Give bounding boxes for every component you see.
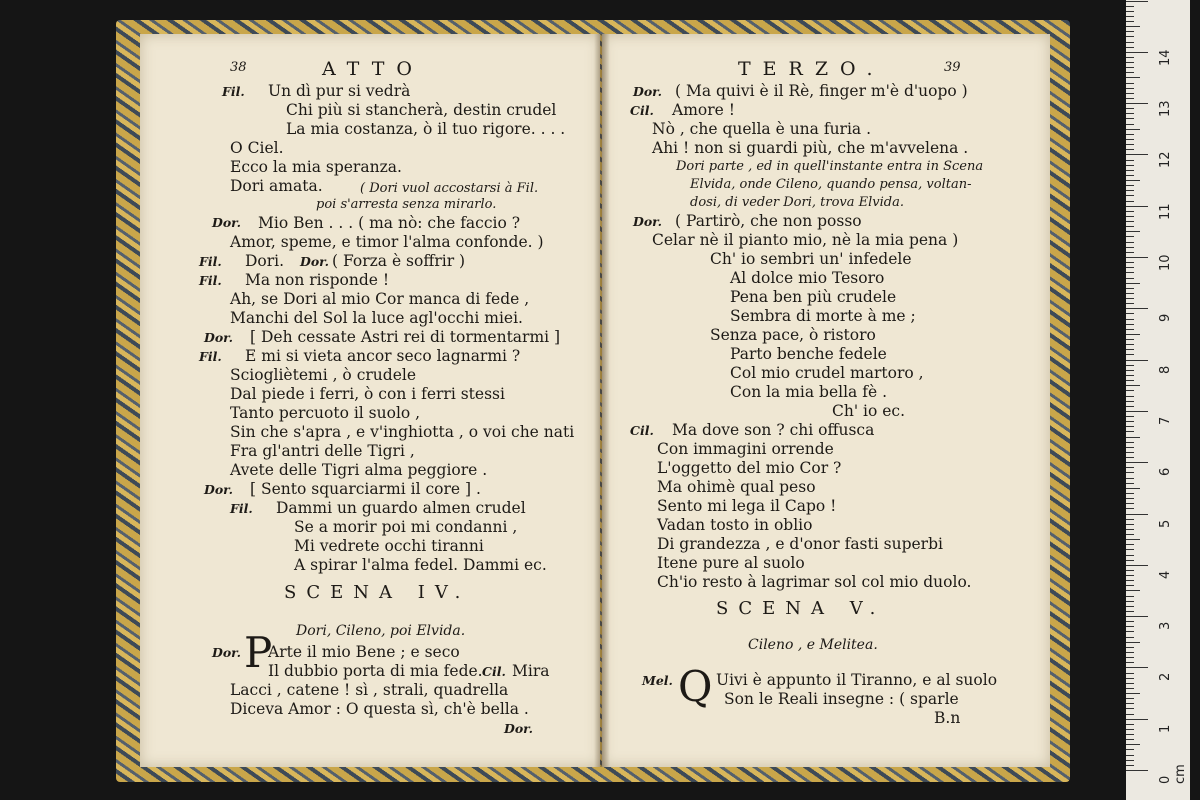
ruler-tick <box>1126 303 1134 304</box>
verse-line: Itene pure al suolo <box>657 554 805 572</box>
ruler-tick <box>1126 47 1134 48</box>
speaker-label: Mel. <box>642 673 673 688</box>
ruler-label: 9 <box>1158 314 1173 323</box>
ruler-tick <box>1126 201 1134 202</box>
verse-line: Son le Reali insegne : ( sparle <box>724 690 959 708</box>
speaker-label: Cil. <box>630 423 654 438</box>
verse-line: ( Partirò, che non posso <box>675 212 862 230</box>
ruler-tick <box>1126 488 1140 489</box>
ruler-label: 5 <box>1158 519 1173 528</box>
ruler-tick <box>1126 734 1134 735</box>
catchword: Dor. <box>504 721 533 736</box>
verse-line: Mi vedrete occhi tiranni <box>294 537 484 555</box>
ruler-tick <box>1126 278 1134 279</box>
ruler-tick <box>1126 585 1134 586</box>
ruler-tick <box>1126 606 1134 607</box>
ruler-tick <box>1126 503 1134 504</box>
verse-line: Sciogliètemi , ò crudele <box>230 366 416 384</box>
ruler-tick <box>1126 462 1148 463</box>
ruler-tick <box>1126 729 1134 730</box>
speaker-label: Dor. <box>300 254 329 269</box>
verse-line: Celar nè il pianto mio, nè la mia pena ) <box>652 231 959 249</box>
ruler-tick <box>1126 52 1148 53</box>
ruler-tick <box>1126 544 1134 545</box>
ruler-tick <box>1126 236 1134 237</box>
ruler-tick <box>1126 36 1134 37</box>
ruler-tick <box>1126 519 1134 520</box>
verse-line: Arte il mio Bene ; e seco <box>268 643 460 661</box>
verse-line: Lacci , catene ! sì , strali, quadrella <box>230 681 509 699</box>
verse-line: Il dubbio porta di mia fede. <box>268 662 483 680</box>
ruler-tick <box>1126 283 1140 284</box>
ruler-label: 8 <box>1158 365 1173 374</box>
ruler-tick <box>1126 149 1134 150</box>
ruler-tick <box>1126 498 1134 499</box>
ruler-tick <box>1126 206 1148 207</box>
ruler-tick <box>1126 631 1134 632</box>
verse-line: Ah, se Dori al mio Cor manca di fede , <box>230 290 530 308</box>
speaker-label: Cil. <box>482 664 506 679</box>
verse-line: Ma ohimè qual peso <box>657 478 816 496</box>
ruler-tick <box>1126 62 1134 63</box>
verse-line: Mira <box>512 662 550 680</box>
ruler-tick <box>1126 42 1134 43</box>
ruler-tick <box>1126 129 1140 130</box>
ruler-tick <box>1126 221 1134 222</box>
signature-mark: B.n <box>934 709 961 727</box>
ruler-tick <box>1126 380 1134 381</box>
ruler-tick <box>1126 190 1134 191</box>
ruler-tick <box>1126 67 1134 68</box>
ruler-tick <box>1126 247 1134 248</box>
ruler-label: 0 cm <box>1158 764 1188 784</box>
book-gutter <box>594 34 610 767</box>
ruler-tick <box>1126 529 1134 530</box>
verse-line: Uivi è appunto il Tiranno, e al suolo <box>716 671 998 689</box>
ruler-tick <box>1126 719 1148 720</box>
ruler-label: 7 <box>1158 416 1173 425</box>
running-header: ATTO <box>322 58 424 80</box>
ruler-tick <box>1126 154 1148 155</box>
ruler-tick <box>1126 662 1134 663</box>
stage-direction: Dori parte , ed in quell'instante entra in Scena <box>676 159 984 174</box>
ruler-tick <box>1126 647 1134 648</box>
drop-cap: Q <box>678 662 713 711</box>
ruler-tick <box>1126 354 1134 355</box>
ruler-tick <box>1126 621 1134 622</box>
verse-line: Con la mia bella fè . <box>730 383 887 401</box>
speaker-label: Fil. <box>199 349 222 364</box>
ruler-tick <box>1126 349 1134 350</box>
running-header: TERZO. <box>738 58 885 80</box>
verse-line: Col mio crudel martoro , <box>730 364 924 382</box>
verse-line: Dori amata. <box>230 177 323 195</box>
ruler-tick <box>1126 298 1134 299</box>
ruler-tick <box>1126 83 1134 84</box>
ruler-tick <box>1126 431 1134 432</box>
ruler-tick <box>1126 344 1134 345</box>
ruler-tick <box>1126 134 1134 135</box>
ruler-tick <box>1126 288 1134 289</box>
ruler-tick <box>1126 472 1134 473</box>
inline-aside: ( Forza è soffrir ) <box>332 252 466 270</box>
stage-direction: ( Dori vuol accostarsi à Fil. <box>360 181 539 196</box>
ruler-tick <box>1126 555 1134 556</box>
ruler-tick <box>1126 396 1134 397</box>
speaker-label: Fil. <box>199 254 222 269</box>
ruler-label: 2 <box>1158 673 1173 682</box>
ruler-tick <box>1126 575 1134 576</box>
ruler-tick <box>1126 226 1134 227</box>
page-number: 38 <box>230 60 247 75</box>
ruler-tick <box>1126 657 1134 658</box>
ruler-label: 12 <box>1158 151 1173 169</box>
verse-line: Un dì pur si vedrà <box>268 82 411 100</box>
ruler-tick <box>1126 739 1134 740</box>
ruler-tick <box>1126 457 1134 458</box>
ruler-tick <box>1126 673 1134 674</box>
ruler-tick <box>1126 144 1134 145</box>
ruler-tick <box>1126 514 1148 515</box>
ruler-tick <box>1126 252 1134 253</box>
ruler-tick <box>1126 175 1134 176</box>
verse-line: Nò , che quella è una furia . <box>652 120 872 138</box>
verse-line: [ Deh cessate Astri rei di tormentarmi ] <box>250 328 561 346</box>
ruler-tick <box>1126 319 1134 320</box>
verse-line: La mia costanza, ò il tuo rigore. . . . <box>286 120 566 138</box>
speaker-label: Fil. <box>230 501 253 516</box>
ruler-tick <box>1126 113 1134 114</box>
speaker-label: Dor. <box>204 330 233 345</box>
speaker-label: Dor. <box>633 214 662 229</box>
ruler-tick <box>1126 570 1134 571</box>
ruler-tick <box>1126 611 1134 612</box>
ruler-tick <box>1126 118 1134 119</box>
ruler-tick <box>1126 616 1148 617</box>
verse-line: Dammi un guardo almen crudel <box>276 499 526 517</box>
ruler-tick <box>1126 683 1134 684</box>
ruler-tick <box>1126 375 1134 376</box>
verse-line: ( Ma quivi è il Rè, finger m'è d'uopo ) <box>675 82 968 100</box>
verse-line: A spirar l'alma fedel. Dammi ec. <box>294 556 547 574</box>
verse-line: Dori. <box>245 252 285 270</box>
ruler-tick <box>1126 170 1134 171</box>
ruler-tick <box>1126 714 1134 715</box>
stage-direction: dosi, di veder Dori, trova Elvida. <box>690 195 904 210</box>
ruler-label: 14 <box>1158 49 1173 66</box>
ruler-tick <box>1126 72 1134 73</box>
verse-line: Ma dove son ? chi offusca <box>672 421 875 439</box>
ruler-tick <box>1126 139 1134 140</box>
ruler-tick <box>1126 560 1134 561</box>
verse-line: Sento mi lega il Capo ! <box>657 497 837 515</box>
ruler-label: 11 <box>1158 203 1173 220</box>
ruler-tick <box>1126 688 1134 689</box>
ruler-tick <box>1126 703 1134 704</box>
speaker-label: Dor. <box>212 645 241 660</box>
ruler-tick <box>1126 508 1134 509</box>
ruler-tick <box>1126 580 1134 581</box>
ruler-tick <box>1126 98 1134 99</box>
ruler-label: 13 <box>1158 100 1173 118</box>
ruler-tick <box>1126 31 1134 32</box>
speaker-label: Fil. <box>199 273 222 288</box>
ruler-tick <box>1126 262 1134 263</box>
ruler-tick <box>1126 77 1140 78</box>
verse-line: Fra gl'antri delle Tigri , <box>230 442 415 460</box>
ruler-tick <box>1126 93 1134 94</box>
verse-line: Senza pace, ò ristoro <box>710 326 876 344</box>
verse-line: O Ciel. <box>230 139 284 157</box>
ruler-tick <box>1126 339 1134 340</box>
ruler-tick <box>1126 693 1140 694</box>
ruler-tick <box>1126 216 1134 217</box>
verse-line: Chi più si stancherà, destin crudel <box>286 101 557 119</box>
ruler-tick <box>1126 724 1134 725</box>
ruler-tick <box>1126 437 1140 438</box>
ruler-tick <box>1126 698 1134 699</box>
ruler-tick <box>1126 442 1134 443</box>
ruler-label: 4 <box>1158 570 1173 579</box>
ruler-tick <box>1126 534 1134 535</box>
verse-line: Vadan tosto in oblio <box>657 516 813 534</box>
ruler-tick <box>1126 308 1148 309</box>
ruler-tick <box>1126 124 1134 125</box>
verse-line: Ch' io sembri un' infedele <box>710 250 912 268</box>
ruler-tick <box>1126 1 1148 2</box>
verse-line: Dal piede i ferri, ò con i ferri stessi <box>230 385 505 403</box>
ruler-label: 3 <box>1158 621 1173 631</box>
ruler-tick <box>1126 483 1134 484</box>
verse-line: Manchi del Sol la luce agl'occhi miei. <box>230 309 523 327</box>
verse-line: Amore ! <box>672 101 735 119</box>
ruler-label: 10 <box>1158 254 1173 271</box>
scene-title: SCENA V. <box>716 598 886 619</box>
ruler-tick <box>1126 467 1134 468</box>
ruler-tick <box>1126 360 1148 361</box>
verse-line: Amor, speme, e timor l'alma confonde. ) <box>230 233 544 251</box>
verse-line: Se a morir poi mi condanni , <box>294 518 518 536</box>
ruler-tick <box>1126 313 1134 314</box>
ruler-tick <box>1126 390 1134 391</box>
ruler-tick <box>1126 11 1134 12</box>
ruler-tick <box>1126 293 1134 294</box>
ruler-label: 6 <box>1158 467 1173 477</box>
ruler-tick <box>1126 601 1134 602</box>
ruler-tick <box>1126 6 1134 7</box>
ruler-tick <box>1126 180 1140 181</box>
ruler-tick <box>1126 108 1134 109</box>
verse-line: Tanto percuoto il suolo , <box>230 404 421 422</box>
ruler-tick <box>1126 708 1134 709</box>
ruler-tick <box>1126 493 1134 494</box>
ruler-tick <box>1126 195 1134 196</box>
ruler-tick <box>1126 16 1134 17</box>
verse-line: Parto benche fedele <box>730 345 887 363</box>
speaker-label: Dor. <box>633 84 662 99</box>
page-number: 39 <box>944 60 961 75</box>
ruler-tick <box>1126 416 1134 417</box>
scene-characters: Dori, Cileno, poi Elvida. <box>296 623 466 639</box>
ruler-tick <box>1126 370 1134 371</box>
ruler-tick <box>1126 744 1140 745</box>
ruler-tick <box>1126 539 1140 540</box>
ruler-tick <box>1126 365 1134 366</box>
drop-cap: P <box>244 628 273 677</box>
verse-line: Di grandezza , e d'onor fasti superbi <box>657 535 943 553</box>
ruler-tick <box>1126 88 1134 89</box>
verse-line: Diceva Amor : O questa sì, ch'è bella . <box>230 700 529 718</box>
verse-line: Al dolce mio Tesoro <box>730 269 885 287</box>
ruler-tick <box>1126 596 1134 597</box>
ruler-tick <box>1126 231 1140 232</box>
ruler-tick <box>1126 426 1134 427</box>
ruler-tick <box>1126 334 1140 335</box>
speaker-label: Fil. <box>222 84 245 99</box>
verse-line: Ch'io resto à lagrimar sol col mio duolo. <box>657 573 972 591</box>
scene-characters: Cileno , e Melitea. <box>748 637 878 653</box>
ruler-tick <box>1126 272 1134 273</box>
ruler-tick <box>1126 385 1140 386</box>
ruler-tick <box>1126 478 1134 479</box>
ruler-tick <box>1126 637 1134 638</box>
scene-title: SCENA IV. <box>284 582 471 603</box>
ruler-tick <box>1126 667 1148 668</box>
ruler-tick <box>1126 324 1134 325</box>
verse-line: Sembra di morte à me ; <box>730 307 916 325</box>
stage-direction: poi s'arresta senza mirarlo. <box>316 197 497 212</box>
ruler-tick <box>1126 257 1148 258</box>
ruler-tick <box>1126 678 1134 679</box>
verse-line: Ahi ! non si guardi più, che m'avvelena . <box>652 139 969 157</box>
ruler-tick <box>1126 165 1134 166</box>
ruler-tick <box>1126 421 1134 422</box>
ruler-tick <box>1126 626 1134 627</box>
ruler-tick <box>1126 755 1134 756</box>
ruler-tick <box>1126 242 1134 243</box>
speaker-label: Dor. <box>212 215 241 230</box>
ruler-tick <box>1126 760 1134 761</box>
verse-line: Mio Ben . . . ( ma nò: che faccio ? <box>258 214 521 232</box>
ruler-tick <box>1126 57 1134 58</box>
stage-direction: Elvida, onde Cileno, quando pensa, voltan- <box>690 177 972 192</box>
verse-line: L'oggetto del mio Cor ? <box>657 459 842 477</box>
ruler-tick <box>1126 26 1140 27</box>
ruler-tick <box>1126 160 1134 161</box>
ruler-tick <box>1126 524 1134 525</box>
verse-line: Avete delle Tigri alma peggiore . <box>230 461 488 479</box>
verse-line: Ch' io ec. <box>832 402 906 420</box>
ruler-tick <box>1126 21 1134 22</box>
ruler-tick <box>1126 267 1134 268</box>
ruler-tick <box>1126 652 1134 653</box>
ruler-tick <box>1126 411 1148 412</box>
ruler-tick <box>1126 565 1148 566</box>
ruler-tick <box>1126 590 1140 591</box>
verse-line: Ecco la mia speranza. <box>230 158 402 176</box>
ruler-tick <box>1126 765 1134 766</box>
ruler-tick <box>1126 452 1134 453</box>
speaker-label: Dor. <box>204 482 233 497</box>
ruler-tick <box>1126 549 1134 550</box>
ruler-tick <box>1126 642 1140 643</box>
ruler-tick <box>1126 329 1134 330</box>
verse-line: E mi si vieta ancor seco lagnarmi ? <box>245 347 521 365</box>
ruler-tick <box>1126 406 1134 407</box>
ruler-tick <box>1126 211 1134 212</box>
ruler-label: 1 <box>1158 724 1173 733</box>
verse-line: Sin che s'apra , e v'inghiotta , o voi che nati <box>230 423 575 441</box>
verse-line: Con immagini orrende <box>657 440 834 458</box>
verse-line: Pena ben più crudele <box>730 288 897 306</box>
measurement-ruler <box>1126 0 1190 800</box>
ruler-tick <box>1126 401 1134 402</box>
ruler-tick <box>1126 185 1134 186</box>
verse-line: [ Sento squarciarmi il core ] . <box>250 480 481 498</box>
ruler-tick <box>1126 103 1148 104</box>
speaker-label: Cil. <box>630 103 654 118</box>
ruler-tick <box>1126 770 1148 771</box>
verse-line: Ma non risponde ! <box>245 271 390 289</box>
ruler-tick <box>1126 749 1134 750</box>
ruler-tick <box>1126 447 1134 448</box>
